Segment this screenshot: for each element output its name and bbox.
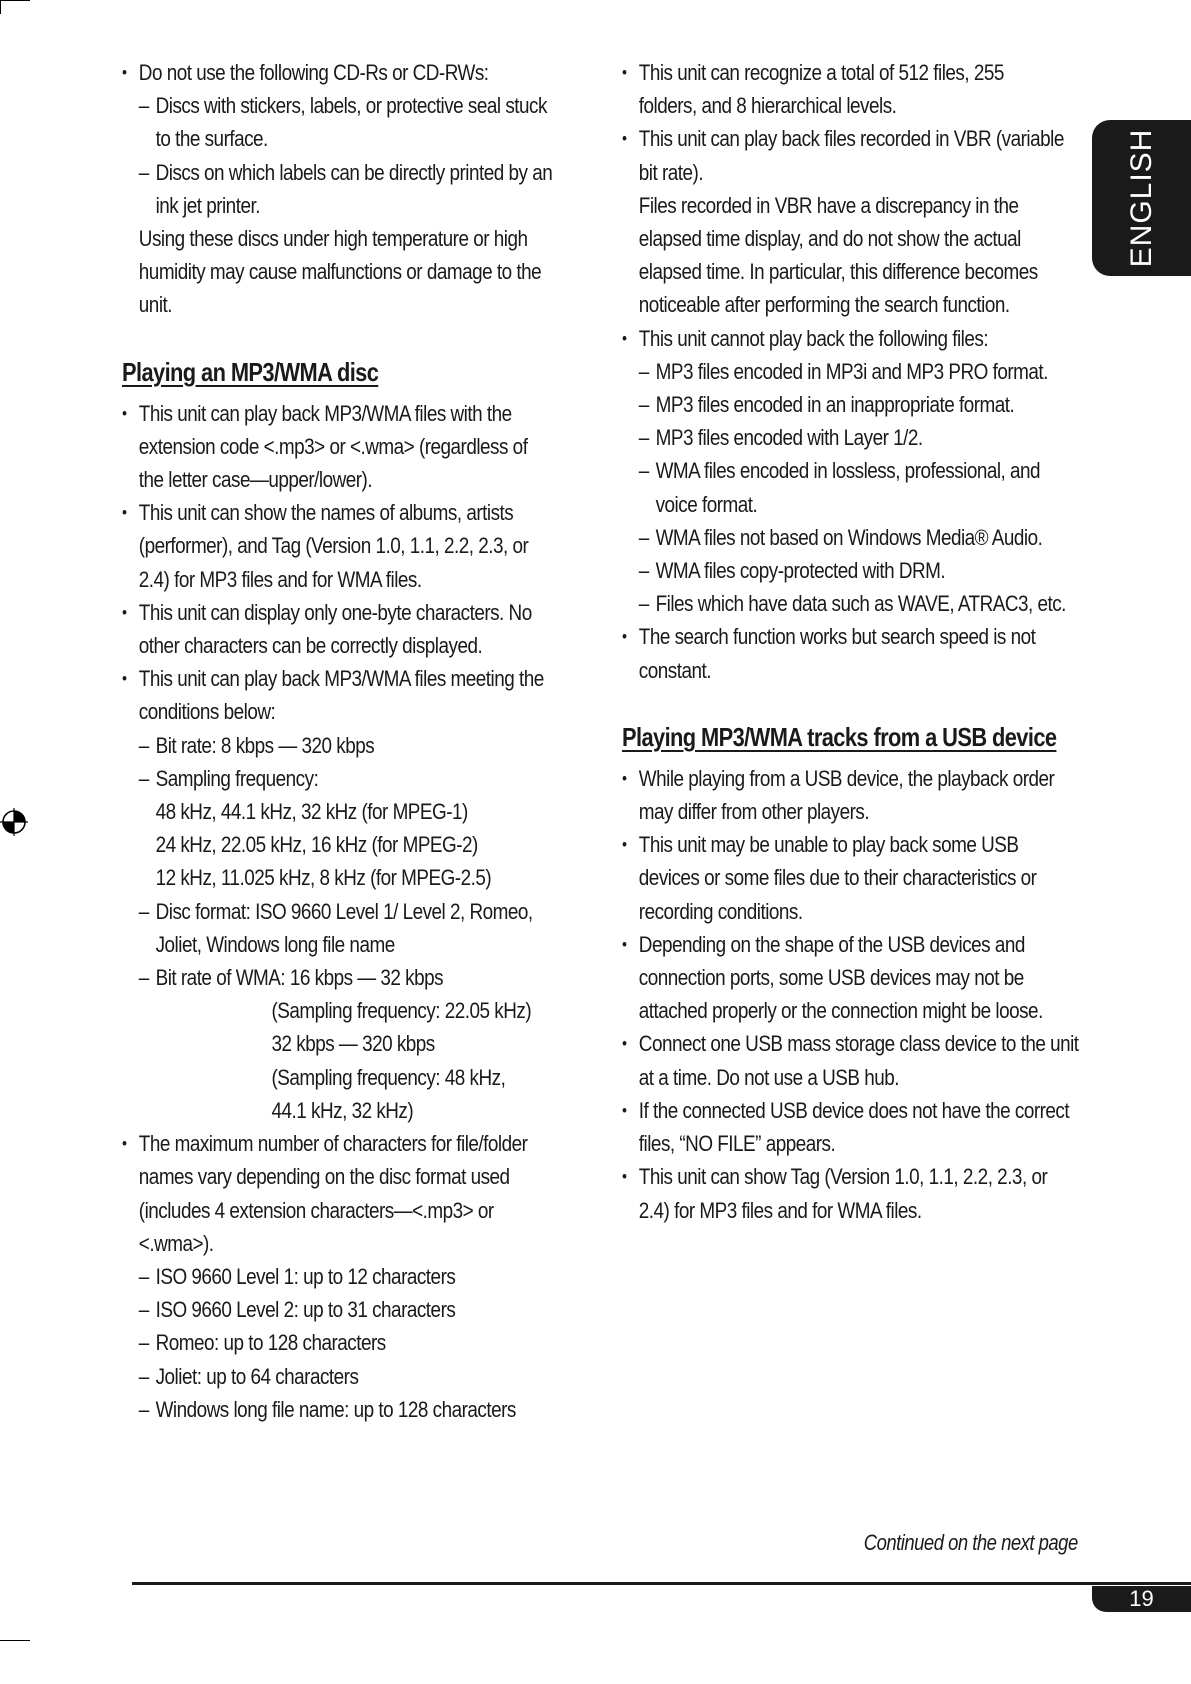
sub-item: – Bit rate: 8 kbps — 320 kbps [138,732,375,758]
list-item-continued: conditions below: [138,699,276,725]
list-item-continued: Files recorded in VBR have a discrepancy in the [638,192,1019,218]
list-item-continued: attached properly or the connection might be loose. [638,998,1043,1024]
list-item-continued: may differ from other players. [638,799,870,825]
list-item-continued: folders, and 8 hierarchical levels. [638,93,897,119]
sub-item: – ISO 9660 Level 2: up to 31 characters [138,1297,456,1323]
crop-mark-top-line [0,0,30,1]
list-item-continued: the letter case—upper/lower). [138,467,373,493]
sub-item: – WMA files copy-protected with DRM. [638,558,946,584]
list-item: • While playing from a USB device, the playback order [622,762,1008,795]
list-item-continued: 2.4) for MP3 files and for WMA files. [638,1197,922,1223]
list-item-continued: recording conditions. [638,898,803,924]
list-item-continued: at a time. Do not use a USB hub. [638,1064,899,1090]
list-item: • This unit can show Tag (Version 1.0, 1.1, 2.2, 2.3, or [622,1160,1008,1193]
list-item: • This unit may be unable to play back some USB [622,828,1008,861]
sub-item-continued: (Sampling frequency: 22.05 kHz) [271,998,532,1024]
sub-item-continued: 44.1 kHz, 32 kHz) [271,1097,414,1123]
sub-item: – WMA files not based on Windows Media® Audio. [638,524,1043,550]
sub-item-continued: 12 kHz, 11.025 kHz, 8 kHz (for MPEG-2.5) [155,865,492,891]
intro-sub-item: – Discs with stickers, labels, or protective seal stuck [138,93,547,119]
intro-sub-item-continued: ink jet printer. [155,192,260,218]
sub-item: – Joliet: up to 64 characters [138,1363,359,1389]
list-item: • The maximum number of characters for file/folder [122,1127,517,1160]
sub-item: – MP3 files encoded with Layer 1/2. [638,425,923,451]
registration-mark-icon [0,808,28,836]
list-item: • This unit cannot play back the following files: [622,322,1008,355]
sub-item: – ISO 9660 Level 1: up to 12 characters [138,1263,456,1289]
language-tab [1092,120,1191,276]
footer-rule [132,1582,1191,1585]
sub-item: – Sampling frequency: [138,765,319,791]
list-item-continued: noticeable after performing the search function. [638,292,1010,318]
list-item-continued: extension code <.mp3> or <.wma> (regardless of [138,433,528,459]
sub-item: – MP3 files encoded in an inappropriate format. [638,392,1015,418]
intro-sub-item: – Discs on which labels can be directly printed by an [138,159,553,185]
continued-note: Continued on the next page [864,1530,1078,1555]
sub-item: – MP3 files encoded in MP3i and MP3 PRO format. [638,358,1048,384]
crop-mark-bottom-left [0,1640,30,1641]
list-item: • Connect one USB mass storage class device to the unit [622,1027,1008,1060]
language-tab-label: ENGLISH [1124,128,1158,268]
list-item: • This unit can recognize a total of 512 files, 255 [622,56,1008,89]
sub-item: – Windows long file name: up to 128 characters [138,1396,516,1422]
list-item-continued: connection ports, some USB devices may not be [638,965,1024,991]
intro-sub-item-continued: to the surface. [155,126,268,152]
list-item: • This unit can display only one-byte characters. No [122,596,517,629]
crop-mark-top-left [0,0,1,14]
list-item: • The search function works but search speed is not [622,620,1008,653]
sub-item: – Bit rate of WMA: 16 kbps — 32 kbps [138,965,444,991]
intro-note: unit. [138,292,173,318]
sub-item-continued: (Sampling frequency: 48 kHz, [271,1064,506,1090]
list-item: • This unit can play back files recorded in VBR (variable [622,122,1008,155]
list-item-continued: (performer), and Tag (Version 1.0, 1.1, 2.2, 2.3, or [138,533,529,559]
list-item: • If the connected USB device does not have the correct [622,1094,1008,1127]
list-item-continued: elapsed time. In particular, this difference becomes [638,259,1038,285]
intro-bullet: • Do not use the following CD-Rs or CD-RWs: [122,56,517,89]
list-item: • This unit can play back MP3/WMA files meeting the [122,662,517,695]
list-item-continued: constant. [638,657,711,683]
list-item-continued: bit rate). [638,159,704,185]
list-item-continued: names vary depending on the disc format used [138,1164,510,1190]
list-item-continued: <.wma>). [138,1230,214,1256]
sub-item: – Files which have data such as WAVE, ATRAC3, etc. [638,591,1066,617]
right-column [622,56,1082,1227]
sub-item-continued: 32 kbps — 320 kbps [271,1031,435,1057]
sub-item: – Disc format: ISO 9660 Level 1/ Level 2, Romeo, [138,898,533,924]
list-item-continued: elapsed time display, and do not show the actual [638,226,1021,252]
list-item-continued: 2.4) for MP3 files and for WMA files. [138,566,422,592]
page-number: 19 [1092,1586,1191,1612]
section-heading-usb-device: Playing MP3/WMA tracks from a USB device [622,721,1057,752]
intro-note: humidity may cause malfunctions or damage to the [138,259,542,285]
intro-note: Using these discs under high temperature or high [138,226,528,252]
list-item-continued: files, “NO FILE” appears. [638,1131,836,1157]
sub-item-continued: 48 kHz, 44.1 kHz, 32 kHz (for MPEG-1) [155,799,468,825]
sub-item-continued: voice format. [655,491,758,517]
list-item-continued: other characters can be correctly displayed. [138,633,483,659]
list-item: • Depending on the shape of the USB devices and [622,928,1008,961]
sub-item: – WMA files encoded in lossless, professional, and [638,458,1041,484]
sub-item: – Romeo: up to 128 characters [138,1330,386,1356]
list-item-continued: devices or some files due to their characteristics or [638,865,1037,891]
sub-item-continued: Joliet, Windows long file name [155,931,395,957]
list-item: • This unit can play back MP3/WMA files with the [122,397,517,430]
sub-item-continued: 24 kHz, 22.05 kHz, 16 kHz (for MPEG-2) [155,832,478,858]
left-column [122,56,592,1426]
section-heading-mp3-wma-disc: Playing an MP3/WMA disc [122,356,379,387]
list-item: • This unit can show the names of albums, artists [122,496,517,529]
list-item-continued: (includes 4 extension characters—<.mp3> or [138,1197,494,1223]
